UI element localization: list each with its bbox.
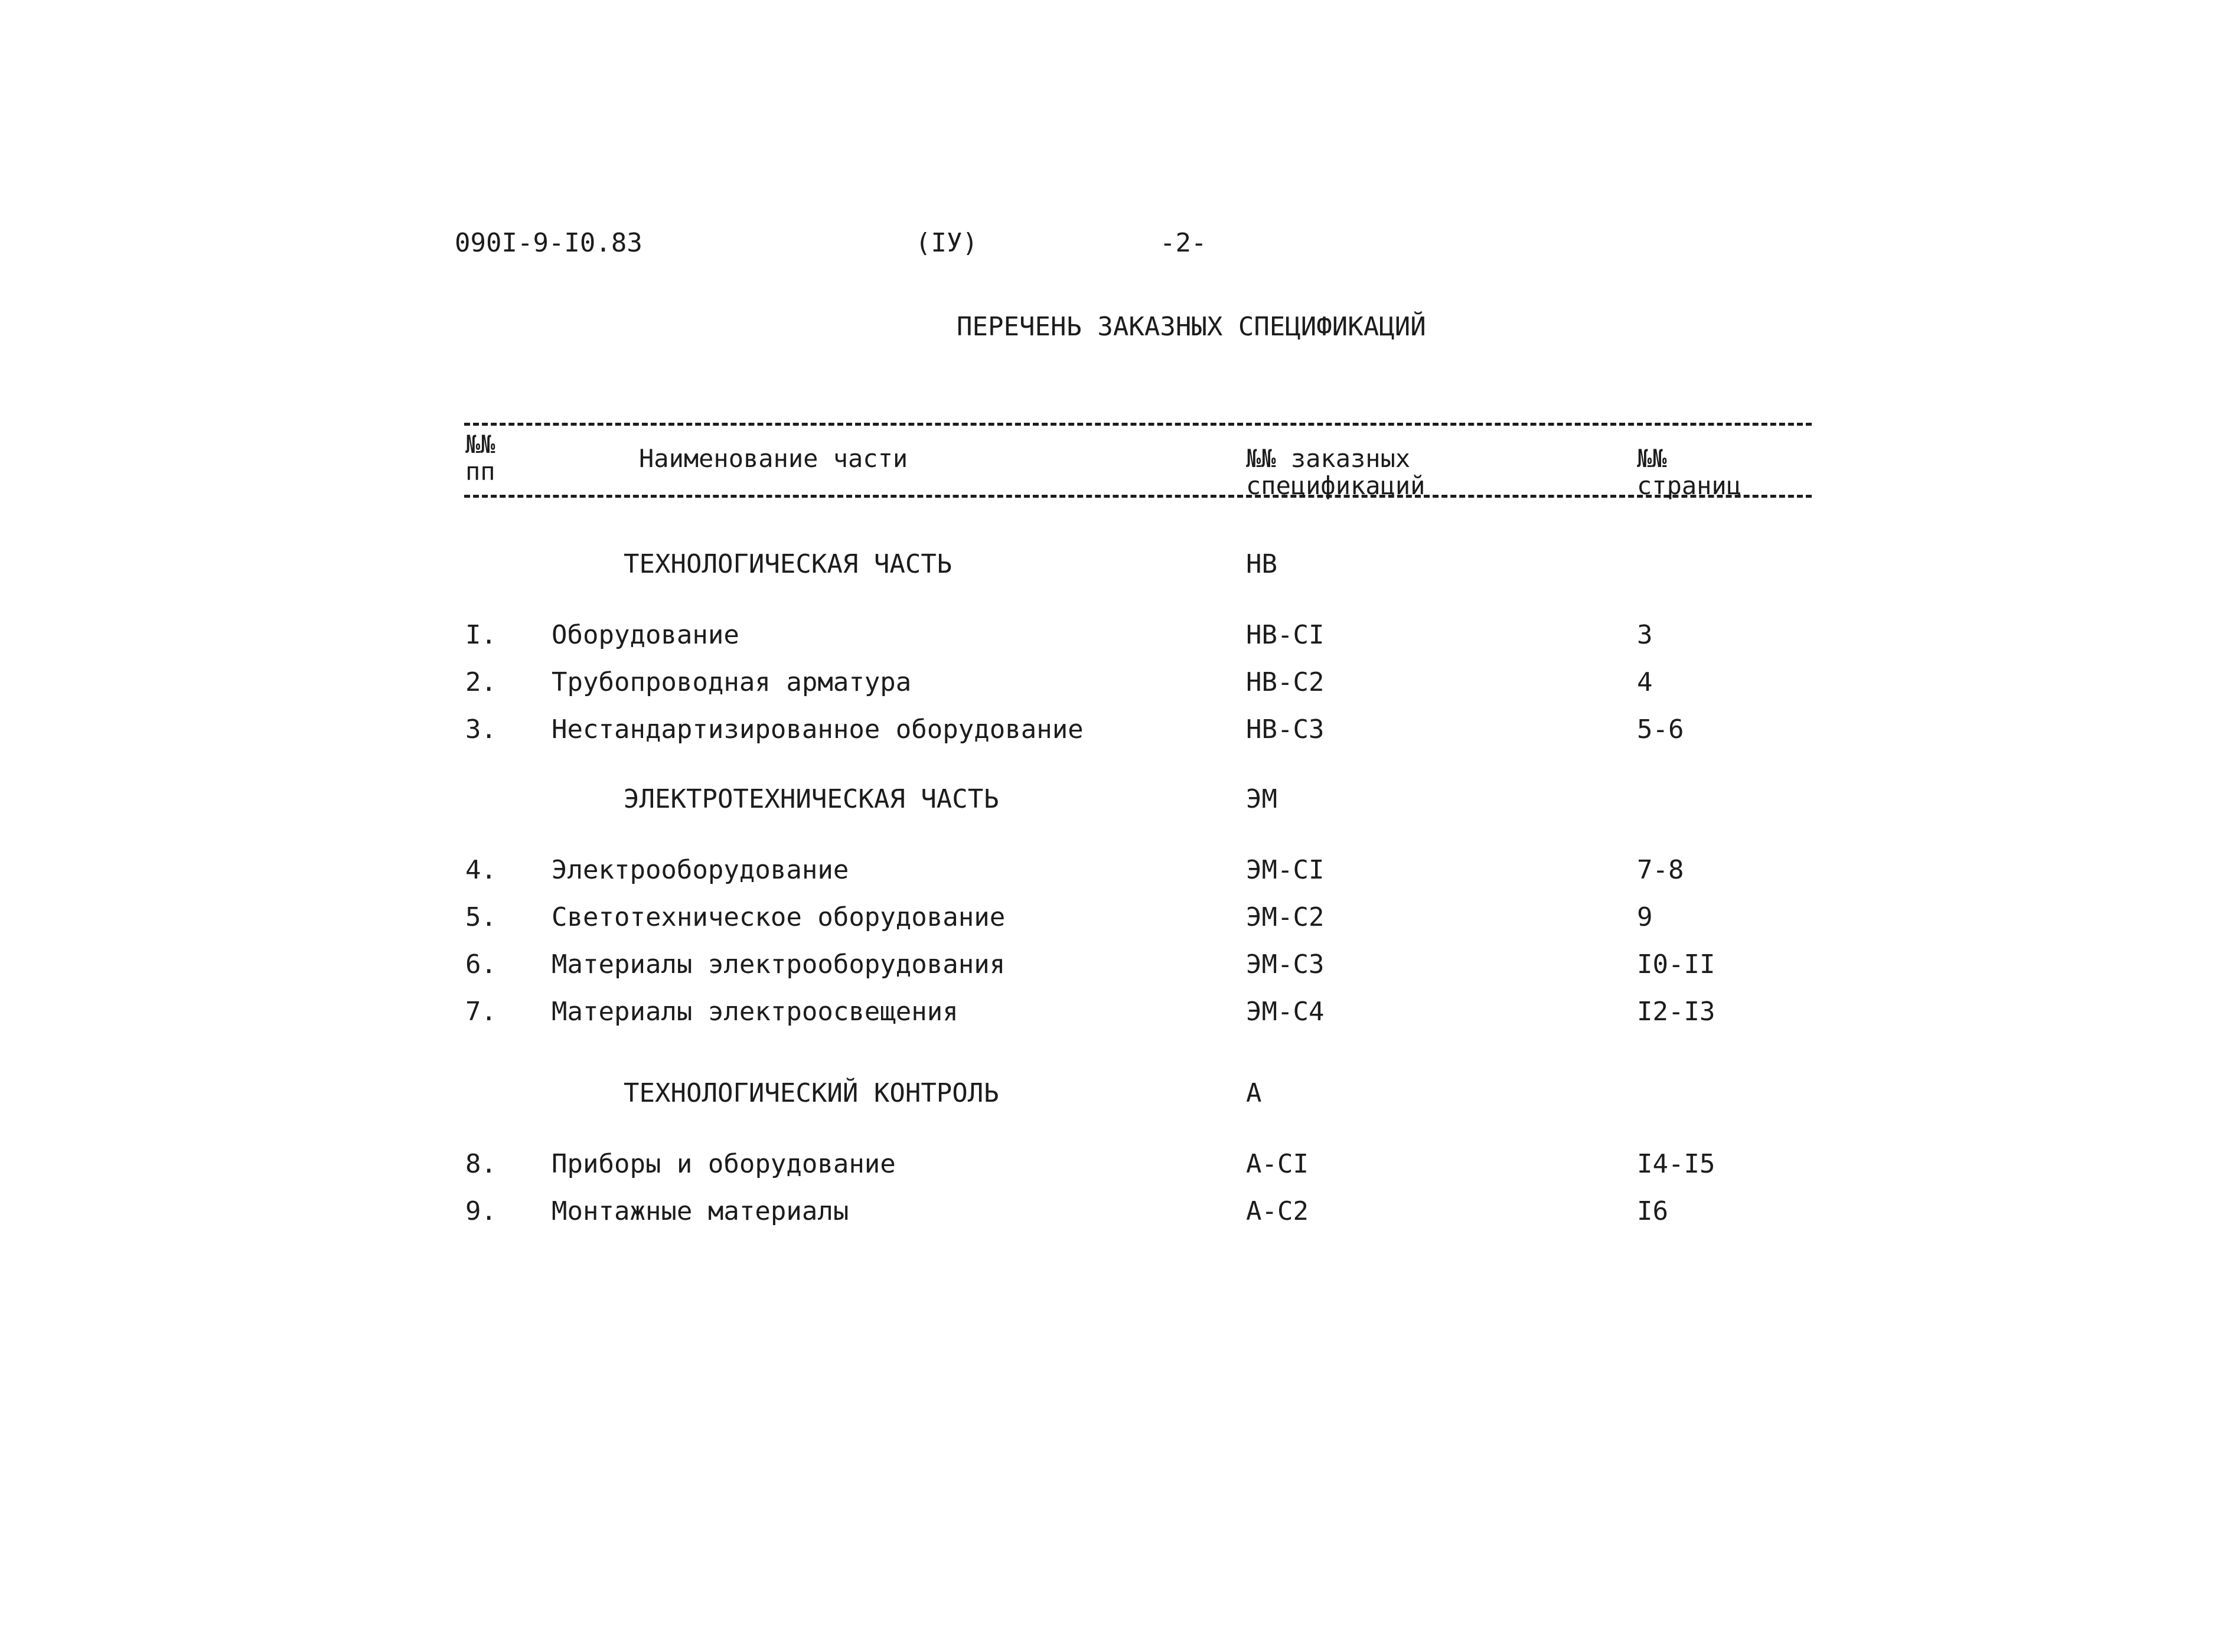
row-name: Приборы и оборудование [552, 1149, 896, 1179]
row-pages: 5-6 [1637, 714, 1684, 745]
column-header-number [465, 431, 495, 485]
row-name: Материалы электрооборудования [552, 949, 1006, 980]
row-pages: 4 [1637, 667, 1653, 697]
row-name: Электрооборудование [552, 855, 849, 885]
column-header-pages-line1: №№ [1637, 444, 1667, 473]
row-number: 4. [465, 855, 497, 885]
column-header-pages-line2: страниц [1637, 471, 1742, 500]
row-number: 8. [465, 1149, 497, 1179]
row-spec-code: НВ-С2 [1246, 667, 1325, 697]
row-spec-code: ЭМ-СI [1246, 855, 1325, 885]
row-spec-code: А-СI [1246, 1149, 1309, 1179]
document-code: 090I-9-I0.83 [455, 228, 642, 258]
page-number: -2- [1160, 228, 1207, 258]
column-header-spec-line2: спецификаций [1246, 471, 1426, 500]
section-title: ТЕХНОЛОГИЧЕСКАЯ ЧАСТЬ [624, 549, 953, 579]
table-header-rule [464, 495, 1812, 498]
row-spec-code: ЭМ-С4 [1246, 997, 1325, 1027]
section-title: ЭЛЕКТРОТЕХНИЧЕСКАЯ ЧАСТЬ [624, 784, 999, 814]
table-top-rule [464, 423, 1812, 426]
row-name: Материалы электроосвещения [552, 997, 958, 1027]
row-pages: 7-8 [1637, 855, 1684, 885]
column-header-number-line1: №№ [465, 430, 495, 459]
row-pages: I0-II [1637, 949, 1715, 980]
row-spec-code: ЭМ-С3 [1246, 949, 1325, 980]
row-pages: 9 [1637, 902, 1653, 932]
row-pages: I4-I5 [1637, 1149, 1715, 1179]
section-code: НВ [1246, 549, 1277, 579]
row-spec-code: ЭМ-С2 [1246, 902, 1325, 932]
document-title: ПЕРЕЧЕНЬ ЗАКАЗНЫХ СПЕЦИФИКАЦИЙ [957, 312, 1426, 342]
row-name: Светотехническое оборудование [552, 902, 1006, 932]
row-pages: I2-I3 [1637, 997, 1715, 1027]
section-title: ТЕХНОЛОГИЧЕСКИЙ КОНТРОЛЬ [624, 1078, 999, 1108]
row-name: Монтажные материалы [552, 1196, 849, 1226]
row-pages: I6 [1637, 1196, 1668, 1226]
row-spec-code: НВ-СI [1246, 620, 1325, 650]
column-header-pages [1637, 445, 1741, 499]
row-spec-code: А-С2 [1246, 1196, 1309, 1226]
row-pages: 3 [1637, 620, 1653, 650]
row-number: 3. [465, 714, 497, 745]
row-spec-code: НВ-С3 [1246, 714, 1325, 745]
row-name: Оборудование [552, 620, 739, 650]
row-number: 9. [465, 1196, 497, 1226]
section-code: ЭМ [1246, 784, 1277, 814]
volume-number: (IУ) [915, 228, 978, 258]
section-code: А [1246, 1078, 1262, 1108]
row-number: 2. [465, 667, 497, 697]
row-number: I. [465, 620, 497, 650]
row-number: 7. [465, 997, 497, 1027]
column-header-spec [1246, 445, 1425, 499]
column-header-number-line2: пп [465, 457, 495, 486]
row-number: 6. [465, 949, 497, 980]
column-header-name: Наименование части [639, 444, 908, 473]
column-header-spec-line1: №№ заказных [1246, 444, 1411, 473]
row-number: 5. [465, 902, 497, 932]
row-name: Трубопроводная арматура [552, 667, 912, 697]
row-name: Нестандартизированное оборудование [552, 714, 1084, 745]
